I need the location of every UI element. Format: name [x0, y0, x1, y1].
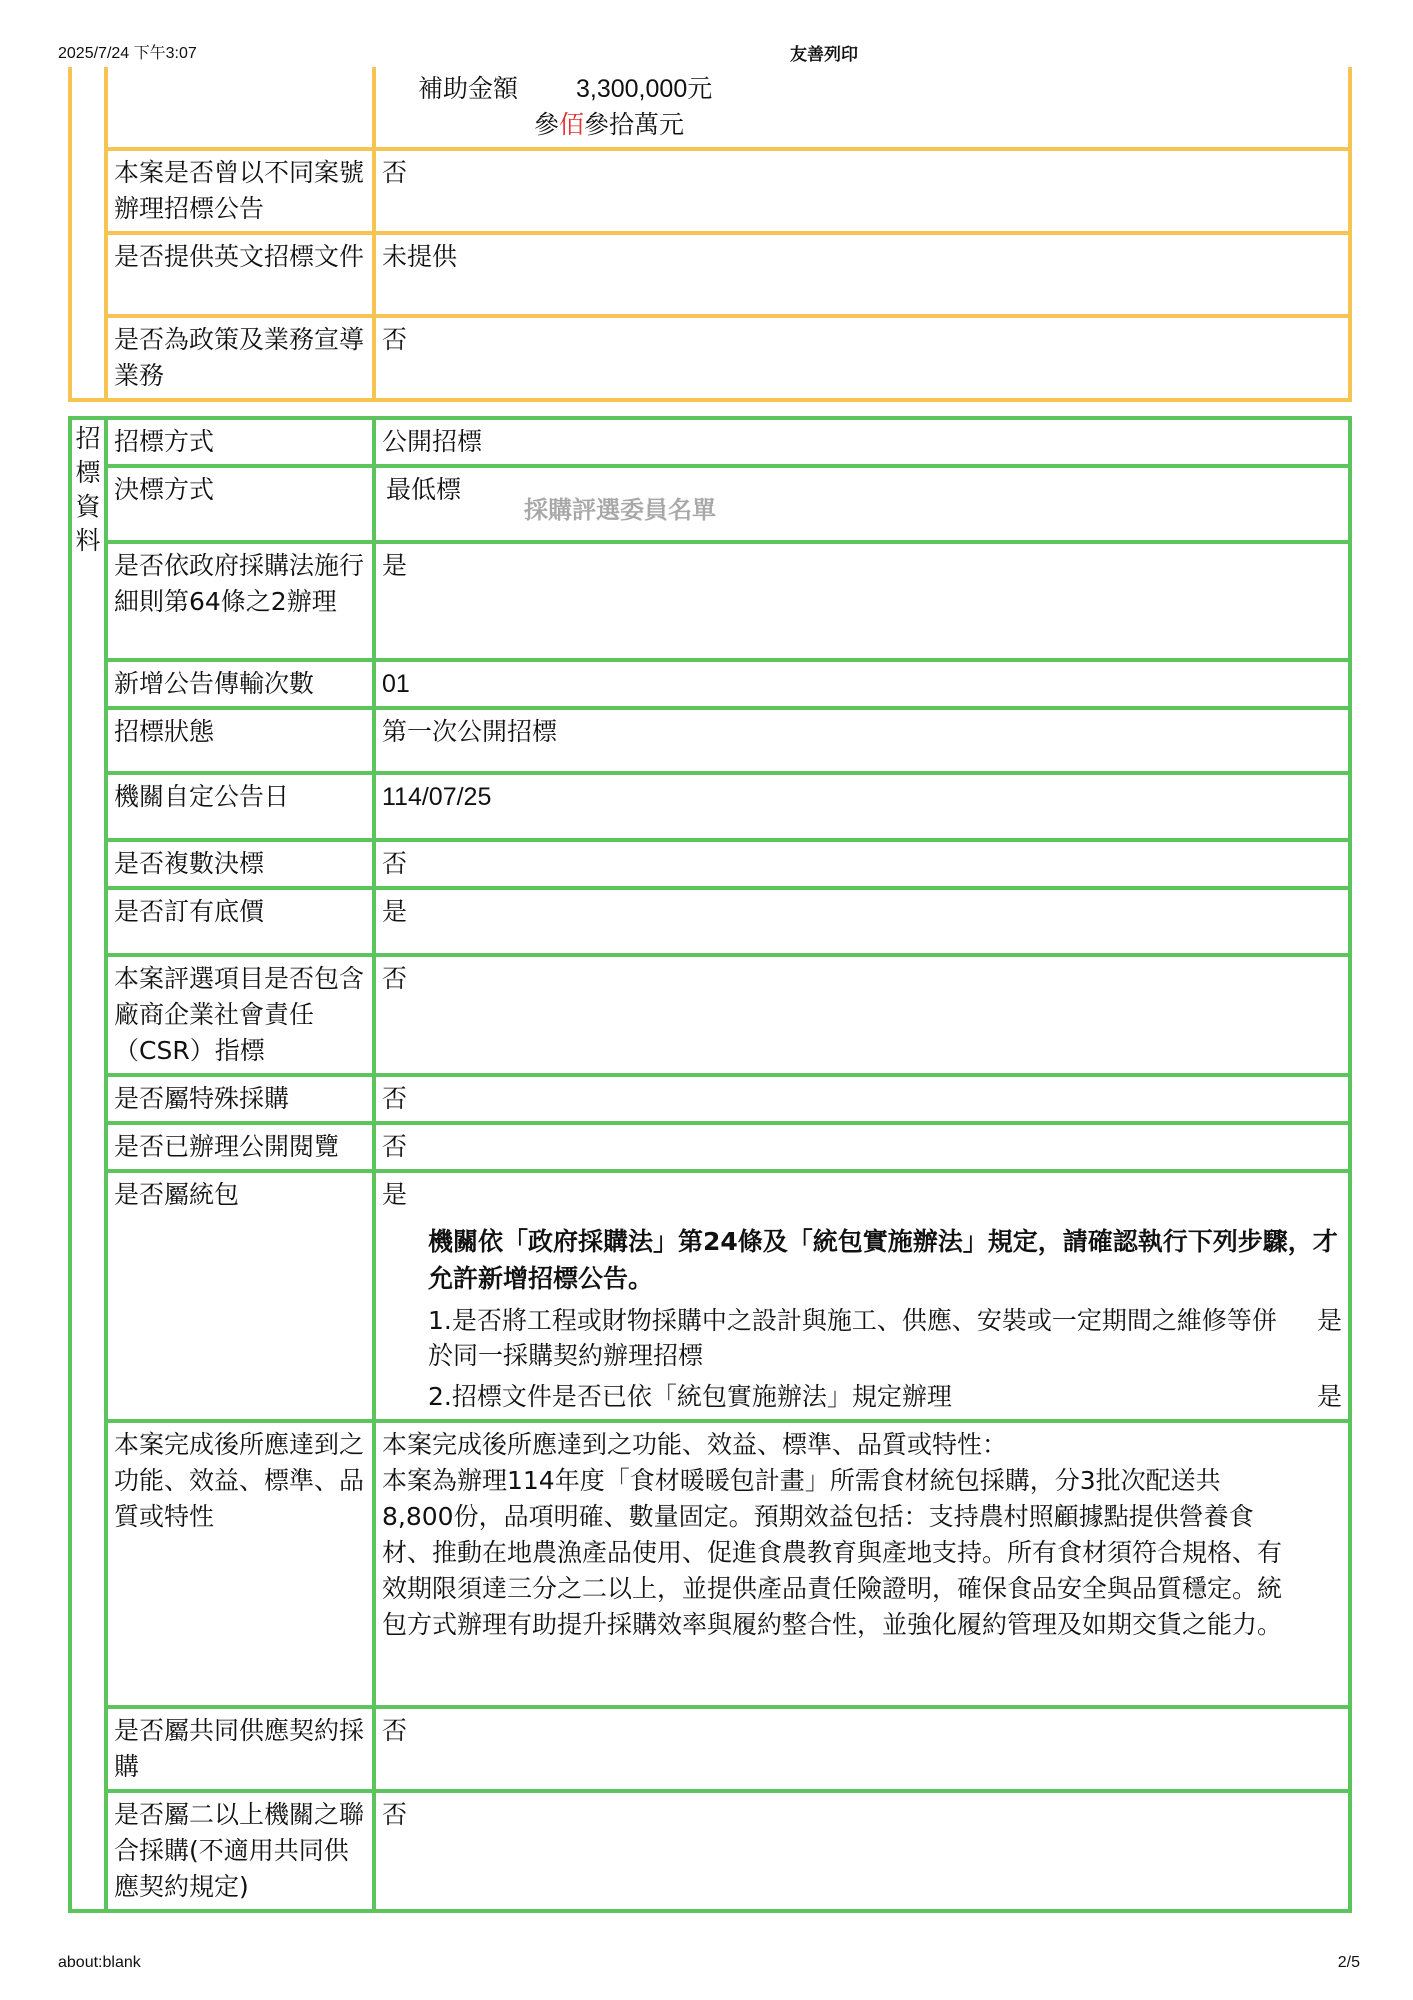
evaluation-committee-watermark: 採購評選委員名單 [524, 496, 716, 524]
row-value: 未提供 [374, 233, 1350, 316]
row-label: 是否屬共同供應契約採購 [106, 1707, 374, 1791]
subsidy-cell [374, 67, 1350, 149]
row-label: 本案是否曾以不同案號辦理招標公告 [106, 149, 374, 233]
row-label: 本案完成後所應達到之功能、效益、標準、品質或特性 [106, 1421, 374, 1707]
row-value: 01 [374, 660, 1350, 708]
row-value: 是 [374, 888, 1350, 955]
row-label: 決標方式 [106, 466, 374, 542]
subsidy-amount: 3,300,000元 [576, 75, 713, 103]
print-datetime: 2025/7/24 下午3:07 [58, 45, 197, 62]
row-value: 否 [374, 1123, 1350, 1171]
row-value: 最低標 [374, 466, 1350, 542]
description-body: 本案為辦理114年度「食材暖暖包計畫」所需食材統包採購，分3批次配送共8,800份，品項明確、數量固定。預期效益包括：支持農村照顧據點提供營養食材、推動在地農漁產品使用、促進食農教育與產地支持。所有食材須符合規格、有效期限須達三分之二以上，並提供產品責任險證明，確保食品安全與品質穩定。統包方式辦理有助提升採購效率與履約整合性，並強化履約管理及如期交貨之能力。 [382, 1466, 1283, 1639]
section-label-tender-info: 招 標 資 料 [70, 418, 106, 1911]
description-heading: 本案完成後所應達到之功能、效益、標準、品質或特性： [382, 1430, 1008, 1459]
row-value: 否 [374, 955, 1350, 1075]
row-value: 否 [374, 1791, 1350, 1911]
row-label: 機關自定公告日 [106, 773, 374, 840]
row-value: 否 [374, 149, 1350, 233]
row-label: 新增公告傳輸次數 [106, 660, 374, 708]
turnkey-note: 機關依「政府採購法」第24條及「統包實施辦法」規定，請確認執行下列步驟，才允許新增招標公告。 [428, 1227, 1338, 1293]
subsidy-red-char: 佰 [559, 111, 585, 139]
turnkey-question [428, 1379, 1342, 1414]
row-value: 否 [374, 1707, 1350, 1791]
row-value: 是 [382, 1180, 408, 1209]
row-value: 第一次公開招標 [374, 708, 1350, 773]
question-text: 2.招標文件是否已依「統包實施辦法」規定辦理 [428, 1382, 952, 1411]
row-label: 招標狀態 [106, 708, 374, 773]
row-label: 招標方式 [106, 418, 374, 466]
row-label: 是否已辦理公開閱覽 [106, 1123, 374, 1171]
row-label: 是否提供英文招標文件 [106, 233, 374, 316]
yellow-info-table [68, 67, 1352, 402]
row-value: 公開招標 [374, 418, 1350, 466]
row-value: 否 [374, 316, 1350, 400]
subsidy-label: 補助金額 [418, 74, 519, 103]
row-label: 是否屬二以上機關之聯合採購(不適用共同供應契約規定) [106, 1791, 374, 1911]
row-label: 是否屬統包 [106, 1171, 374, 1421]
tender-info-table [68, 416, 1352, 1913]
subsidy-amount-words: 參佰參拾萬元 [534, 111, 685, 139]
turnkey-cell [374, 1171, 1350, 1421]
turnkey-question [428, 1303, 1342, 1373]
print-title: 友善列印 [790, 45, 858, 65]
row-label: 是否訂有底價 [106, 888, 374, 955]
question-answer: 是 [1316, 1382, 1342, 1411]
question-text: 1.是否將工程或財物採購中之設計與施工、供應、安裝或一定期間之維修等併於同一採購契約辦理招標 [428, 1306, 1277, 1370]
yellow-section-label [70, 67, 106, 400]
row-value: 是 [374, 542, 1350, 660]
row-label: 是否為政策及業務宣導業務 [106, 316, 374, 400]
row-value: 否 [374, 840, 1350, 888]
row-value: 114/07/25 [374, 773, 1350, 840]
row-label: 是否屬特殊採購 [106, 1075, 374, 1123]
row-label: 是否複數決標 [106, 840, 374, 888]
row-value: 否 [374, 1075, 1350, 1123]
page-number: 2/5 [1337, 1954, 1360, 1971]
row-label: 是否依政府採購法施行細則第64條之2辦理 [106, 542, 374, 660]
print-url: about:blank [58, 1954, 141, 1971]
row-label: 本案評選項目是否包含廠商企業社會責任（CSR）指標 [106, 955, 374, 1075]
description-cell [374, 1421, 1350, 1707]
question-answer: 是 [1316, 1306, 1342, 1335]
